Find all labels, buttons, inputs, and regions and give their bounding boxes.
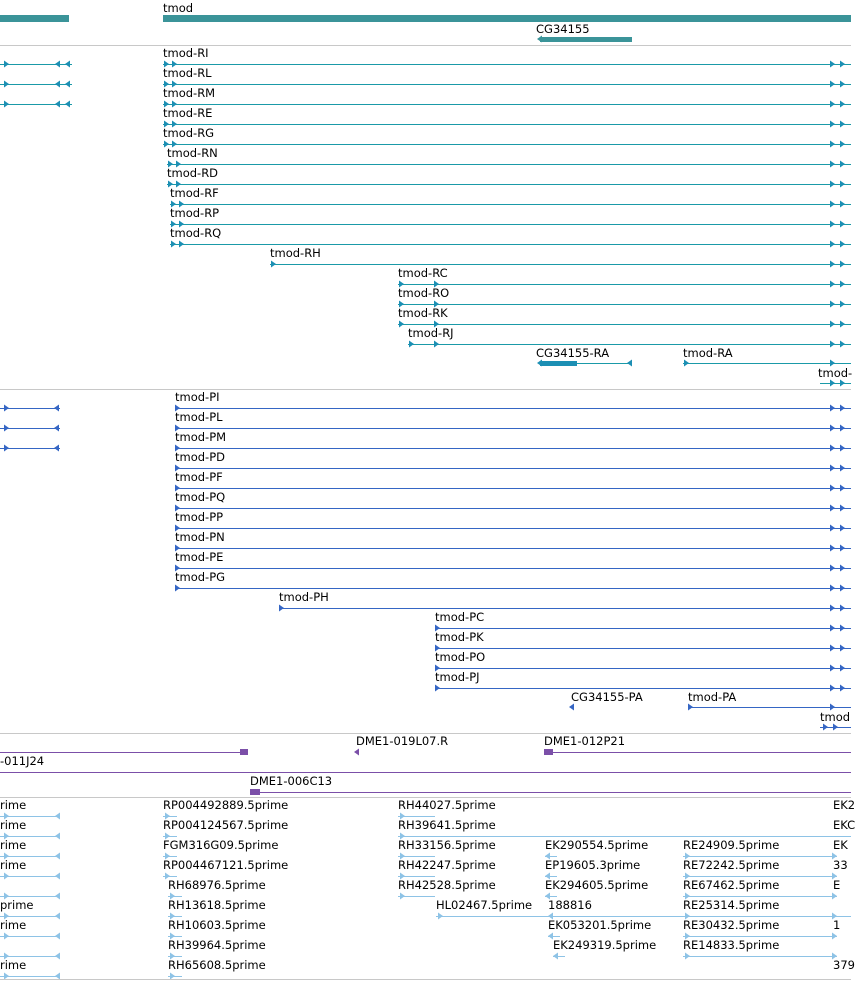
- est-label: RE14833.5prime: [683, 938, 780, 952]
- arrow-right-icon: [838, 664, 846, 672]
- est-label: RH33156.5prime: [398, 838, 496, 852]
- protein-label: tmod-PP: [175, 510, 224, 524]
- arrow-right-icon: [2, 424, 10, 432]
- arrow-left-icon: [54, 852, 62, 860]
- protein-line[interactable]: [175, 508, 851, 509]
- arrow-right-icon: [838, 624, 846, 632]
- protein-label: tmod-PN: [175, 530, 225, 544]
- arrow-left-icon: [54, 892, 62, 900]
- est-label-partial: rime: [0, 858, 27, 872]
- arrow-right-icon: [828, 664, 836, 672]
- est-label-partial: rime: [0, 838, 27, 852]
- transcript-label: tmod-RC: [398, 266, 448, 280]
- arrow-right-icon: [407, 340, 415, 348]
- est-label-partial: rime: [0, 818, 27, 832]
- protein-line[interactable]: [175, 588, 851, 589]
- arrow-right-icon: [838, 180, 846, 188]
- arrow-right-icon: [838, 320, 846, 328]
- protein-label: tmod-PL: [175, 410, 223, 424]
- arrow-right-icon: [828, 340, 836, 348]
- est-label-partial: rime: [0, 798, 27, 812]
- gene-feature-cg34155[interactable]: [540, 37, 632, 42]
- arrow-right-icon: [828, 624, 836, 632]
- arrow-right-icon: [838, 424, 846, 432]
- est-label-partial: E: [833, 878, 841, 892]
- arrow-right-icon: [828, 60, 836, 68]
- protein-label: tmod-PC: [435, 610, 485, 624]
- arrow-right-icon: [831, 723, 839, 731]
- est-label: RH13618.5prime: [168, 898, 266, 912]
- arrow-right-icon: [838, 684, 846, 692]
- est-line[interactable]: [398, 836, 851, 837]
- est-line[interactable]: [683, 916, 837, 917]
- transcript-line[interactable]: [163, 144, 851, 145]
- est-label: RH65608.5prime: [168, 958, 266, 972]
- arrow-right-icon: [830, 892, 838, 900]
- arrow-left-icon: [54, 932, 62, 940]
- arrow-left-icon: [54, 912, 62, 920]
- transcript-label: tmod-RQ: [170, 226, 222, 240]
- arrow-right-icon: [269, 260, 277, 268]
- clone-start-marker[interactable]: [544, 749, 553, 755]
- arrow-left-icon: [536, 35, 544, 43]
- arrow-right-icon: [828, 504, 836, 512]
- transcript-line[interactable]: [163, 124, 851, 125]
- clone-line-long[interactable]: [0, 772, 851, 773]
- protein-label: tmod-PM: [175, 430, 227, 444]
- protein-line[interactable]: [175, 568, 851, 569]
- est-label-partial: 379: [833, 958, 855, 972]
- arrow-right-icon: [838, 340, 846, 348]
- arrow-left-icon: [64, 100, 72, 108]
- arrow-right-icon: [683, 952, 691, 960]
- arrow-right-icon: [828, 379, 836, 387]
- arrow-right-icon: [828, 120, 836, 128]
- transcript-line-tmod-ra[interactable]: [683, 363, 851, 364]
- est-label: RP004467121.5prime: [163, 858, 289, 872]
- transcript-line[interactable]: [398, 304, 851, 305]
- transcript-label-tmod-ra: tmod-RA: [683, 346, 733, 360]
- protein-label: tmod-PD: [175, 450, 225, 464]
- arrow-right-icon: [838, 100, 846, 108]
- protein-line[interactable]: [435, 668, 851, 669]
- protein-line[interactable]: [175, 448, 851, 449]
- arrow-right-icon: [828, 484, 836, 492]
- protein-line[interactable]: [175, 408, 851, 409]
- protein-label-cut: tmod: [820, 710, 851, 724]
- gene-label-cg34155: CG34155: [536, 22, 590, 36]
- est-line[interactable]: [683, 936, 837, 937]
- est-label: EP19605.3prime: [545, 858, 641, 872]
- protein-line[interactable]: [435, 688, 851, 689]
- est-label-partial: EK: [833, 838, 848, 852]
- est-label: RH42528.5prime: [398, 878, 496, 892]
- transcript-line[interactable]: [408, 344, 851, 345]
- track-separator: [0, 45, 851, 46]
- clone-label-006c13: DME1-006C13: [250, 774, 333, 788]
- est-label: RE72242.5prime: [683, 858, 780, 872]
- arrow-right-icon: [828, 564, 836, 572]
- arrow-right-icon: [828, 140, 836, 148]
- arrow-right-icon: [828, 424, 836, 432]
- clone-label-019l07: DME1-019L07.R: [356, 734, 449, 748]
- est-line[interactable]: [683, 856, 837, 857]
- protein-label-cg34155-pa: CG34155-PA: [571, 690, 643, 704]
- est-line[interactable]: [683, 876, 837, 877]
- arrow-left-icon: [54, 952, 62, 960]
- est-label-partial: rime: [0, 958, 27, 972]
- arrow-right-icon: [686, 703, 694, 711]
- transcript-label: tmod-RF: [170, 186, 219, 200]
- arrow-right-icon: [2, 444, 10, 452]
- arrow-right-icon: [828, 80, 836, 88]
- protein-line[interactable]: [175, 428, 851, 429]
- arrow-left-icon: [64, 60, 72, 68]
- est-label: EK290554.5prime: [545, 838, 649, 852]
- arrow-right-icon: [838, 544, 846, 552]
- transcript-label: tmod-RG: [163, 126, 215, 140]
- est-label: RE25314.5prime: [683, 898, 780, 912]
- arrow-right-icon: [838, 379, 846, 387]
- arrow-right-icon: [828, 464, 836, 472]
- protein-line[interactable]: [435, 628, 851, 629]
- arrow-right-icon: [2, 60, 10, 68]
- arrow-right-icon: [2, 932, 10, 940]
- arrow-right-icon: [828, 604, 836, 612]
- arrow-right-icon: [838, 120, 846, 128]
- est-label-partial: rime: [0, 918, 27, 932]
- gene-label-tmod: tmod: [163, 1, 194, 15]
- est-line[interactable]: [683, 896, 837, 897]
- protein-label: tmod-PH: [279, 590, 329, 604]
- transcript-line[interactable]: [167, 164, 851, 165]
- arrow-right-icon: [828, 220, 836, 228]
- transcript-label: tmod-RH: [270, 246, 321, 260]
- arrow-right-icon: [838, 80, 846, 88]
- protein-label: tmod-PJ: [435, 670, 480, 684]
- est-label: RE24909.5prime: [683, 838, 780, 852]
- arrow-right-icon: [828, 200, 836, 208]
- transcript-label: tmod-RL: [163, 66, 212, 80]
- protein-line-tmod-pa[interactable]: [688, 707, 851, 708]
- clone-start-marker[interactable]: [250, 789, 260, 795]
- arrow-left-icon: [64, 80, 72, 88]
- est-label: RH68976.5prime: [168, 878, 266, 892]
- arrow-left-icon: [54, 812, 62, 820]
- protein-line[interactable]: [175, 488, 851, 489]
- est-label: RE67462.5prime: [683, 878, 780, 892]
- est-line[interactable]: [683, 956, 837, 957]
- transcript-label: tmod-RJ: [408, 326, 454, 340]
- arrow-left-icon: [54, 100, 62, 108]
- est-label-partial: EK2: [833, 798, 855, 812]
- arrow-right-icon: [838, 524, 846, 532]
- transcript-line[interactable]: [167, 184, 851, 185]
- arrow-left-icon: [552, 952, 560, 960]
- transcript-label: tmod-RI: [163, 46, 209, 60]
- est-label: RH39641.5prime: [398, 818, 496, 832]
- protein-label: tmod-PK: [435, 630, 484, 644]
- est-label: HL02467.5prime: [436, 898, 533, 912]
- arrow-right-icon: [436, 912, 444, 920]
- arrow-right-icon: [2, 872, 10, 880]
- arrow-right-icon: [828, 684, 836, 692]
- transcript-line[interactable]: [398, 324, 851, 325]
- arrow-right-icon: [838, 220, 846, 228]
- transcript-line[interactable]: [270, 264, 851, 265]
- arrow-right-icon: [173, 584, 181, 592]
- arrow-right-icon: [398, 892, 406, 900]
- est-label: RH44027.5prime: [398, 798, 496, 812]
- transcript-label: tmod-RP: [170, 206, 220, 220]
- est-label: 188816: [548, 898, 592, 912]
- est-label: RE30432.5prime: [683, 918, 780, 932]
- arrow-left-icon: [568, 703, 576, 711]
- arrow-left-icon: [54, 832, 62, 840]
- gene-feature-tmod[interactable]: [163, 15, 851, 22]
- arrow-right-icon: [838, 240, 846, 248]
- clone-line-012p21[interactable]: [553, 752, 851, 753]
- transcript-label: tmod-RK: [398, 306, 448, 320]
- arrow-right-icon: [828, 524, 836, 532]
- arrow-right-icon: [821, 723, 829, 731]
- gene-feature-left[interactable]: [0, 15, 69, 22]
- clone-label-012p21: DME1-012P21: [544, 734, 626, 748]
- arrow-right-icon: [828, 544, 836, 552]
- arrow-left-icon: [53, 424, 61, 432]
- protein-label: tmod-PI: [175, 390, 220, 404]
- protein-label: tmod-PG: [175, 570, 226, 584]
- protein-line[interactable]: [175, 528, 851, 529]
- arrow-right-icon: [433, 684, 441, 692]
- transcript-label-cut: tmod-: [818, 366, 853, 380]
- arrow-left-icon: [53, 404, 61, 412]
- arrow-right-icon: [838, 644, 846, 652]
- arrow-right-icon: [828, 260, 836, 268]
- track-separator: [0, 389, 851, 390]
- protein-line[interactable]: [175, 548, 851, 549]
- transcript-line[interactable]: [163, 64, 851, 65]
- arrow-right-icon: [828, 160, 836, 168]
- protein-label: tmod-PO: [435, 650, 486, 664]
- arrow-left-icon: [54, 60, 62, 68]
- protein-label-tmod-pa: tmod-PA: [688, 690, 737, 704]
- transcript-line[interactable]: [170, 244, 851, 245]
- arrow-right-icon: [2, 80, 10, 88]
- est-label-partial: 1: [833, 918, 841, 932]
- arrow-right-icon: [838, 584, 846, 592]
- clone-line-left[interactable]: [0, 752, 248, 753]
- arrow-right-icon: [828, 404, 836, 412]
- arrow-right-icon: [838, 140, 846, 148]
- est-label: RH42247.5prime: [398, 858, 496, 872]
- protein-line[interactable]: [279, 608, 851, 609]
- arrow-right-icon: [830, 932, 838, 940]
- arrow-right-icon: [177, 240, 185, 248]
- arrow-right-icon: [838, 504, 846, 512]
- arrow-left-icon: [626, 359, 634, 367]
- est-label-partial: 33: [833, 858, 848, 872]
- protein-line[interactable]: [435, 648, 851, 649]
- transcript-label: tmod-RM: [163, 86, 216, 100]
- est-label: FGM316G09.5prime: [163, 838, 279, 852]
- arrow-right-icon: [828, 320, 836, 328]
- clone-label-left: -011J24: [0, 754, 45, 768]
- est-label: EK294605.5prime: [545, 878, 649, 892]
- arrow-right-icon: [838, 260, 846, 268]
- arrow-right-icon: [2, 100, 10, 108]
- transcript-label: tmod-RD: [167, 166, 219, 180]
- arrow-right-icon: [838, 444, 846, 452]
- arrow-right-icon: [397, 320, 405, 328]
- arrow-left-icon: [53, 444, 61, 452]
- arrow-left-icon: [353, 748, 361, 756]
- arrow-right-icon: [828, 444, 836, 452]
- transcript-label: tmod-RE: [163, 106, 213, 120]
- est-label-partial: prime: [0, 898, 34, 912]
- transcript-line[interactable]: [170, 204, 851, 205]
- arrow-right-icon: [828, 280, 836, 288]
- arrow-right-icon: [828, 300, 836, 308]
- arrow-right-icon: [838, 564, 846, 572]
- arrow-left-icon: [54, 80, 62, 88]
- arrow-right-icon: [682, 359, 690, 367]
- arrow-right-icon: [828, 584, 836, 592]
- clone-line-006c13[interactable]: [260, 792, 851, 793]
- transcript-line-cg34155-ra[interactable]: [577, 363, 632, 364]
- transcript-label: tmod-RN: [167, 146, 218, 160]
- est-label: EK249319.5prime: [553, 938, 657, 952]
- transcript-label-cg34155-ra: CG34155-RA: [536, 346, 610, 360]
- arrow-right-icon: [169, 240, 177, 248]
- clone-end-marker[interactable]: [240, 749, 248, 755]
- arrow-right-icon: [828, 644, 836, 652]
- arrow-right-icon: [838, 60, 846, 68]
- arrow-right-icon: [828, 180, 836, 188]
- arrow-right-icon: [838, 200, 846, 208]
- transcript-line[interactable]: [163, 84, 851, 85]
- arrow-right-icon: [277, 604, 285, 612]
- track-separator: [0, 979, 851, 980]
- est-label: RP004124567.5prime: [163, 818, 289, 832]
- transcript-exon-cg34155-ra[interactable]: [540, 361, 577, 366]
- est-label: EK053201.5prime: [548, 918, 652, 932]
- arrow-right-icon: [838, 300, 846, 308]
- protein-label: tmod-PQ: [175, 490, 226, 504]
- arrow-right-icon: [828, 240, 836, 248]
- est-label-partial: EKC: [833, 818, 855, 832]
- transcript-line[interactable]: [398, 284, 851, 285]
- transcript-line[interactable]: [170, 224, 851, 225]
- est-label: RH39964.5prime: [168, 938, 266, 952]
- arrow-right-icon: [838, 160, 846, 168]
- arrow-left-icon: [536, 359, 544, 367]
- protein-label: tmod-PE: [175, 550, 224, 564]
- transcript-label: tmod-RO: [398, 286, 450, 300]
- arrow-right-icon: [838, 280, 846, 288]
- arrow-right-icon: [838, 404, 846, 412]
- arrow-right-icon: [432, 340, 440, 348]
- arrow-right-icon: [838, 484, 846, 492]
- protein-label: tmod-PF: [175, 470, 223, 484]
- arrow-right-icon: [828, 100, 836, 108]
- transcript-line[interactable]: [163, 104, 851, 105]
- est-label: RH10603.5prime: [168, 918, 266, 932]
- protein-line[interactable]: [175, 468, 851, 469]
- est-label: RP004492889.5prime: [163, 798, 289, 812]
- arrow-right-icon: [838, 604, 846, 612]
- arrow-right-icon: [838, 464, 846, 472]
- arrow-left-icon: [54, 872, 62, 880]
- arrow-right-icon: [2, 404, 10, 412]
